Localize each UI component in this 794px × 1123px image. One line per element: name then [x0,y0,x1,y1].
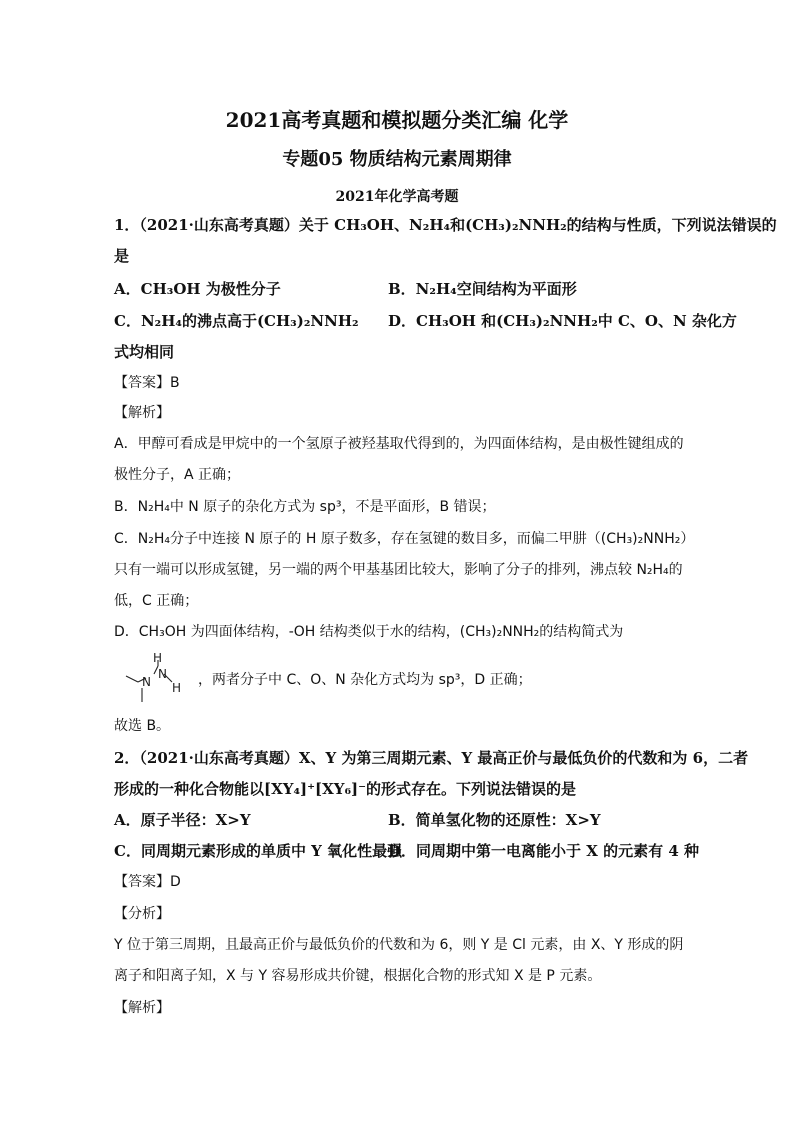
mol-nitrogen-label: N [142,675,151,689]
q1-analysis-c2: 只有一端可以形成氢键，另一端的两个甲基基团比较大，影响了分子的排列，沸点较 N₂H₄的 [114,562,683,578]
section-heading: 2021年化学高考题 [335,189,459,205]
topic-subtitle: 专题05 物质结构元素周期律 [282,149,512,170]
q1-stem-line1: 1．（2021·山东高考真题）关于 CH₃OH、N₂H₄和(CH₃)₂NNH₂的结构与性质，下列说法错误的 [114,216,777,234]
q2-stem-line2: 形成的一种化合物能以[XY₄]⁺[XY₆]⁻的形式存在。下列说法错误的是 [114,780,577,798]
q2-fenxi-label: 【分析】 [114,906,170,922]
q2-stem-line1: 2．（2021·山东高考真题）X、Y 为第三周期元素、Y 最高正价与最低负价的代数和为 6，二者 [114,749,749,767]
q1-analysis-label: 【解析】 [114,405,170,421]
q2-option-d: D．同周期中第一电离能小于 X 的元素有 4 种 [388,842,699,860]
q2-fenxi-line1: Y 位于第三周期，且最高正价与最低负价的代数和为 6，则 Y 是 Cl 元素，由 X、Y 形成的阴 [114,937,684,953]
q1-option-c: C．N₂H₄的沸点高于(CH₃)₂NNH₂ [114,312,359,330]
q1-analysis-d1: D．CH₃OH 为四面体结构，-OH 结构类似于水的结构，(CH₃)₂NNH₂的结构简式为 [114,624,624,640]
q2-fenxi-line2: 离子和阳离子知，X 与 Y 容易形成共价键，根据化合物的形式知 X 是 P 元素。 [114,968,602,984]
q1-analysis-b: B．N₂H₄中 N 原子的杂化方式为 sp³，不是平面形，B 错误； [114,499,496,515]
q1-analysis-d2: ，两者分子中 C、O、N 杂化方式均为 sp³，D 正确； [198,672,532,688]
mol-hydrogen-top-label: H [153,652,163,665]
q1-analysis-c3: 低，C 正确； [114,593,199,609]
q1-analysis-a1: A．甲醇可看成是甲烷中的一个氢原子被羟基取代得到的，为四面体结构，是由极性键组成的 [114,436,684,452]
q2-analysis-label: 【解析】 [114,1000,170,1016]
q2-option-a: A．原子半径：X>Y [114,811,251,829]
document-title: 2021高考真题和模拟题分类汇编 化学 [225,108,569,132]
q2-option-c: C．同周期元素形成的单质中 Y 氧化性最强 [114,842,403,860]
q1-option-d: D．CH₃OH 和(CH₃)₂NNH₂中 C、O、N 杂化方 [388,312,737,330]
mol-hydrogen-right-label: H [172,681,182,695]
q1-stem-line2: 是 [114,247,130,265]
q2-option-b: B．简单氢化物的还原性：X>Y [388,811,601,829]
q1-conclusion: 故选 B。 [114,718,171,734]
mol-nitrogen-label-2: N [158,667,167,681]
q1-option-b: B．N₂H₄空间结构为平面形 [388,280,577,298]
q1-option-a: A．CH₃OH 为极性分子 [114,280,281,298]
q1-analysis-a2: 极性分子，A 正确； [114,467,241,483]
dimethylhydrazine-structure-diagram [120,652,190,706]
q1-analysis-c1: C．N₂H₄分子中连接 N 原子的 H 原子数多，存在氢键的数目多，而偏二甲肼（(CH₃)₂NNH₂） [114,531,695,547]
q1-answer: 【答案】B [114,375,180,391]
q2-answer: 【答案】D [114,874,181,890]
q1-option-d-cont: 式均相同 [114,343,175,361]
